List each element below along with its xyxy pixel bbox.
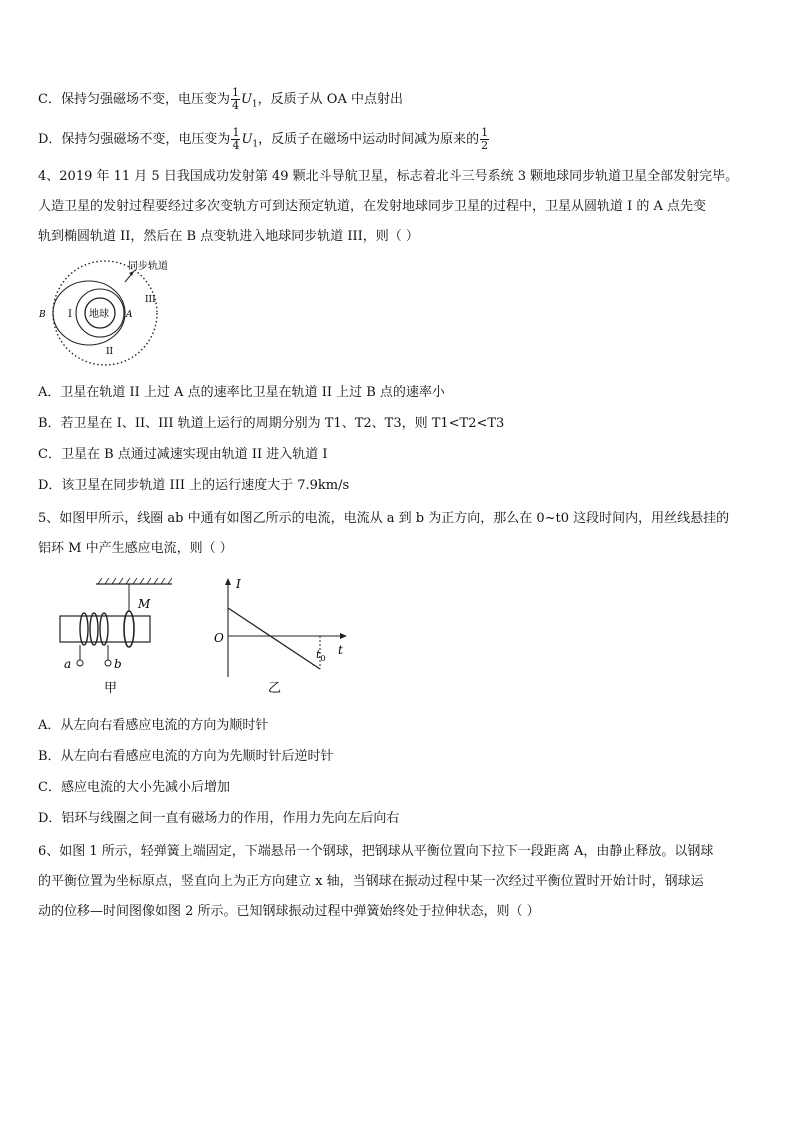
terminal-b bbox=[105, 660, 111, 666]
axis-t-label: t bbox=[338, 643, 343, 657]
axis-y-arrow bbox=[225, 578, 231, 585]
solenoid-core bbox=[60, 616, 150, 642]
q5-option-a: A．从左向右看感应电流的方向为顺时针 bbox=[38, 718, 269, 733]
axis-i-label: I bbox=[236, 577, 241, 591]
fraction: $\frac{1}{4}$ bbox=[232, 126, 240, 152]
q3-option-c: C．保持匀强磁场不变，电压变为 $\frac{1}{4}$ $U_1$，反质子从 OA 中点射出 bbox=[38, 86, 403, 112]
q4-stem-line-3: 轨到椭圆轨道 II，然后在 B 点变轨进入地球同步轨道 III，则（ ） bbox=[38, 229, 419, 244]
q4-stem-line-2: 人造卫星的发射过程要经过多次变轨方可到达预定轨道，在发射地球同步卫星的过程中，卫星从圆轨道 I 的 A 点先变 bbox=[38, 199, 707, 214]
axis-o-label: O bbox=[214, 631, 224, 645]
q4-option-d: D．该卫星在同步轨道 III 上的运行速度大于 7.9km/s bbox=[38, 478, 350, 493]
earth-label: 地球 bbox=[89, 309, 109, 320]
q6-stem-line-2: 的平衡位置为坐标原点，竖直向上为正方向建立 x 轴，当钢球在振动过程中某一次经过平衡位置时开始计时，钢球运 bbox=[38, 874, 704, 889]
caption-right: 乙 bbox=[268, 681, 282, 696]
label-ii: II bbox=[106, 347, 114, 357]
label-iii: III bbox=[145, 295, 156, 305]
q5-option-c: C．感应电流的大小先减小后增加 bbox=[38, 780, 230, 795]
q6-stem-line-3: 动的位移—时间图像如图 2 所示。已知钢球振动过程中弹簧始终处于拉伸状态，则（ ） bbox=[38, 904, 540, 919]
fraction: $\frac{1}{4}$ bbox=[231, 86, 239, 112]
terminal-a bbox=[77, 660, 83, 666]
q5-option-d: D．铝环与线圈之间一直有磁场力的作用，作用力先向左后向右 bbox=[38, 811, 400, 826]
label-i: I bbox=[68, 309, 72, 320]
q4-option-b: B．若卫星在 I、II、III 轨道上运行的周期分别为 T1、T2、T3，则 T1<T2<T3 bbox=[38, 416, 505, 431]
label-m: M bbox=[138, 597, 151, 611]
t0-label: $t_0$ bbox=[316, 648, 326, 663]
q4-option-a: A．卫星在轨道 II 上过 A 点的速率比卫星在轨道 II 上过 B 点的速率小 bbox=[38, 385, 445, 400]
current-line bbox=[228, 608, 320, 669]
sync-orbit-label: 同步轨道 bbox=[128, 261, 168, 272]
ceiling-hatch bbox=[98, 578, 172, 584]
q5-option-b: B．从左向右看感应电流的方向为先顺时针后逆时针 bbox=[38, 749, 334, 764]
q4-stem-line-1: 4、2019 年 11 月 5 日我国成功发射第 49 颗北斗导航卫星，标志着北斗三号系统 3 颗地球同步轨道卫星全部发射完毕。 bbox=[38, 169, 739, 184]
q3-option-d: D．保持匀强磁场不变，电压变为 $\frac{1}{4}$ $U_1$，反质子在磁场中运动时间减为原来的 $\frac{1}{2}$ bbox=[38, 126, 489, 152]
caption-left: 甲 bbox=[104, 681, 118, 696]
q4-orbit-diagram bbox=[30, 255, 180, 370]
q5-stem-line-1: 5、如图甲所示，线圈 ab 中通有如图乙所示的电流，电流从 a 到 b 为正方向，那么在 0~t0 这段时间内，用丝线悬挂的 bbox=[38, 511, 730, 526]
axis-x-arrow bbox=[340, 633, 347, 639]
q5-figure bbox=[50, 572, 360, 702]
label-b: b bbox=[114, 657, 122, 671]
fraction: $\frac{1}{2}$ bbox=[481, 126, 489, 152]
q5-stem-line-2: 铝环 M 中产生感应电流，则（ ） bbox=[38, 541, 233, 556]
point-b: B bbox=[39, 310, 46, 320]
q6-stem-line-1: 6、如图 1 所示，轻弹簧上端固定，下端悬吊一个钢球，把钢球从平衡位置向下拉下一段距离 A，由静止释放。以钢球 bbox=[38, 844, 714, 859]
point-a: A bbox=[126, 310, 133, 320]
coil bbox=[80, 613, 108, 645]
q4-option-c: C．卫星在 B 点通过减速实现由轨道 II 进入轨道 I bbox=[38, 447, 328, 462]
label-a: a bbox=[64, 657, 72, 671]
